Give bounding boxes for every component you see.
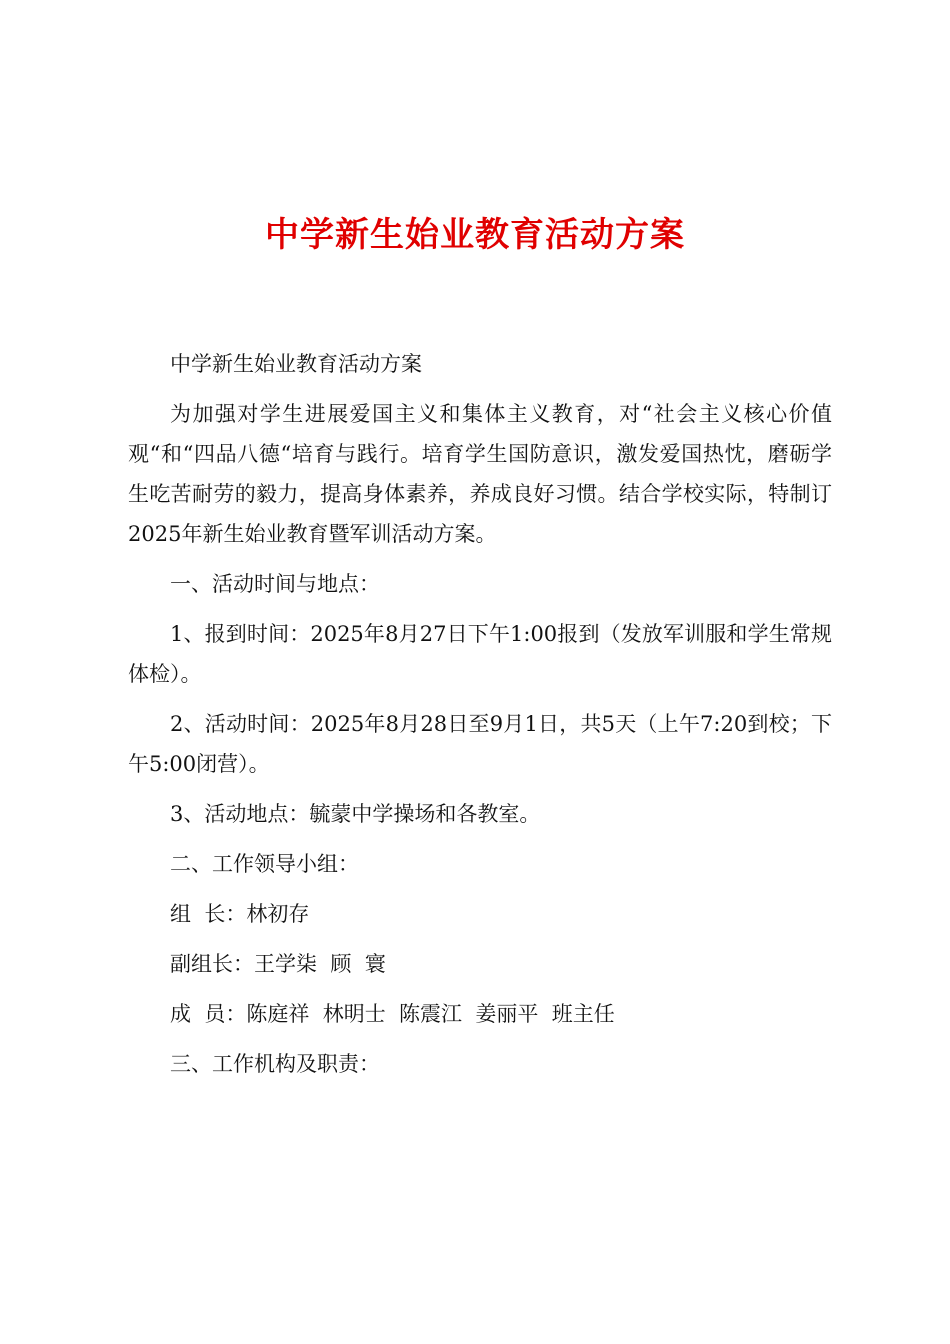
section-heading-time-place: 一、活动时间与地点： [170, 572, 380, 596]
deputy-leader-line: 副组长：王学柒 顾 寰 [170, 952, 386, 976]
activity-location-paragraph: 3、活动地点：毓蒙中学操场和各教室。 [170, 802, 541, 826]
members-line: 成 员：陈庭祥 林明士 陈震江 姜丽平 班主任 [170, 1002, 615, 1026]
section-heading-organization: 三、工作机构及职责： [170, 1052, 380, 1076]
document-body [128, 344, 832, 1094]
group-leader-line: 组 长：林初存 [170, 902, 310, 926]
section-heading-leadership: 二、工作领导小组： [170, 852, 359, 876]
document-title: 中学新生始业教育活动方案 [265, 215, 685, 255]
body-subtitle: 中学新生始业教育活动方案 [170, 352, 422, 376]
registration-time-paragraph: 1、报到时间：2025年8月27日下午1:00报到（发放军训服和学生常规体检）。 [128, 622, 832, 686]
intro-paragraph: 为加强对学生进展爱国主义和集体主义教育，对“社会主义核心价值观“和“四品八德“培育与践行。培育学生国防意识，激发爱国热忱，磨砺学生吃苦耐劳的毅力，提高身体素养，养成良好习惯。结合学校实际，特制订2025年新生始业教育暨军训活动方案。 [128, 402, 832, 546]
activity-time-paragraph: 2、活动时间：2025年8月28日至9月1日，共5天（上午7:20到校；下午5:00闭营）。 [128, 712, 832, 776]
